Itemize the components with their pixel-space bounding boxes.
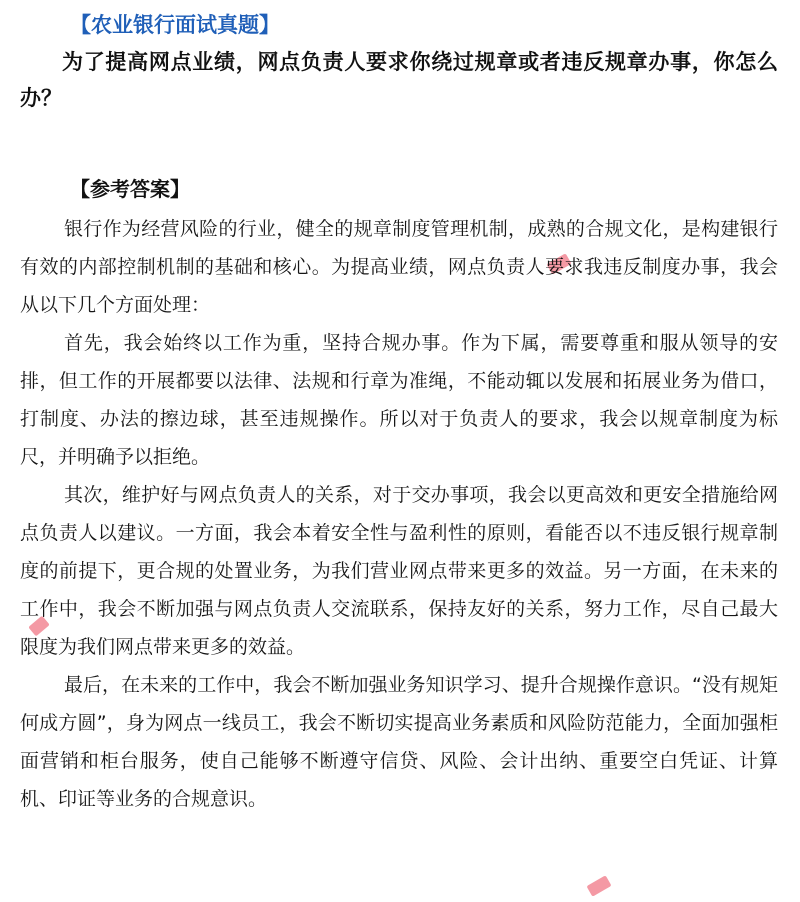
answer-paragraph-first: 首先，我会始终以工作为重，坚持合规办事。作为下属，需要尊重和服从领导的安排，但工作的开展都要以法律、法规和行章为准绳，不能动辄以发展和拓展业务为借口，打制度、办法的擦边球，甚至违规操作。所以对于负责人的要求，我会以规章制度为标尺，并明确予以拒绝。 bbox=[20, 332, 778, 468]
source-heading: 【农业银行面试真题】 bbox=[70, 13, 280, 37]
answer-paragraph-third: 最后，在未来的工作中，我会不断加强业务知识学习、提升合规操作意识。“没有规矩何成方圆”，身为网点一线员工，我会不断切实提高业务素质和风险防范能力，全面加强柜面营销和柜台服务，使自己能够不断遵守信贷、风险、会计出纳、重要空白凭证、计算机、印证等业务的合规意识。 bbox=[20, 674, 778, 810]
answer-heading: 【参考答案】 bbox=[70, 177, 190, 201]
interview-question: 为了提高网点业绩，网点负责人要求你绕过规章或者违反规章办事，你怎么办？ bbox=[20, 50, 778, 110]
answer-paragraph-intro: 银行作为经营风险的行业，健全的规章制度管理机制，成熟的合规文化，是构建银行有效的内部控制机制的基础和核心。为提高业绩，网点负责人要求我违反制度办事，我会从以下几个方面处理： bbox=[20, 218, 778, 316]
answer-paragraph-second: 其次，维护好与网点负责人的关系，对于交办事项，我会以更高效和更安全措施给网点负责人以建议。一方面，我会本着安全性与盈利性的原则，看能否以不违反银行规章制度的前提下，更合规的处置业务，为我们营业网点带来更多的效益。另一方面，在未来的工作中，我会不断加强与网点负责人交流联系，保持友好的关系，努力工作，尽自己最大限度为我们网点带来更多的效益。 bbox=[20, 484, 778, 658]
